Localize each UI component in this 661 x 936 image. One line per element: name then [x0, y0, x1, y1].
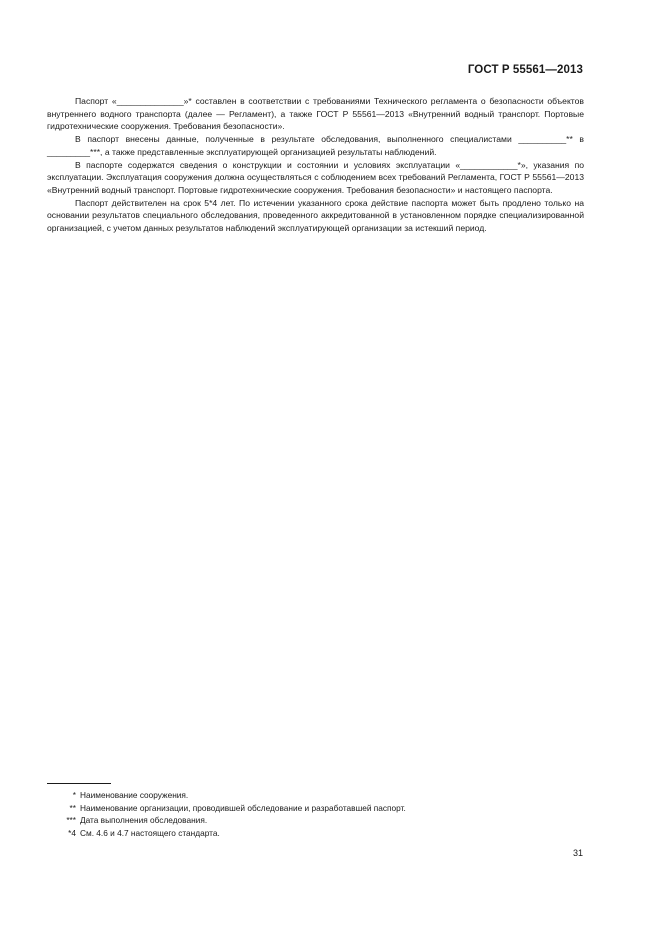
footnote-mark: *4	[68, 827, 76, 838]
footnote-item	[47, 789, 584, 802]
footnote-text: Наименование сооружения.	[80, 790, 189, 800]
footnote-text: См. 4.6 и 4.7 настоящего стандарта.	[80, 827, 220, 838]
body-text	[47, 95, 584, 235]
footnote-item	[47, 827, 584, 840]
footnote-mark: **	[69, 802, 76, 813]
page-number: 31	[572, 848, 583, 858]
footnote-mark: *	[72, 790, 76, 800]
footnotes	[47, 789, 584, 839]
footnote-mark: ***	[66, 815, 76, 826]
footnote-item	[47, 802, 584, 815]
footnote-text: Дата выполнения обследования.	[80, 815, 208, 826]
document-code-header: ГОСТ Р 55561—2013	[467, 64, 583, 76]
paragraph-passport-compliance: Паспорт «______________»* составлен в соответствии с требованиями Технического регламента о безопасности объектов внутреннего водного транспорта (далее — Регламент), а также ГОСТ Р 55561—2013 «Внутренний водный транспорт. Портовые гидротехнические сооружения. Требования безопасности».	[47, 96, 584, 132]
footnote-separator	[47, 783, 111, 784]
footnote-text: Наименование организации, проводившей обследование и разработавшей паспорт.	[80, 802, 406, 813]
paragraph-validity-period: Паспорт действителен на срок 5*4 лет. По истечении указанного срока действие паспорта может быть продлено только на основании результатов специального обследования, проведенного аккредитованной в установленном порядке специализированной организацией, с учетом данных результатов наблюдений эксплуатирующей организации за истекший период.	[47, 197, 584, 234]
footnote-item	[47, 814, 584, 827]
paragraph-passport-contents: В паспорте содержатся сведения о конструкции и состоянии и условиях эксплуатации «____________*», указания по эксплуатации. Эксплуатация сооружения должна осуществляться с соблюдением всех требований Регламента, ГОСТ Р 55561—2013 «Внутренний водный транспорт. Портовые гидротехнические сооружения. Требования безопасности» и настоящего паспорта.	[47, 159, 584, 195]
paragraph-survey-data: В паспорт внесены данные, полученные в результате обследования, выполненного специалистами __________** в _________***, а также представленные эксплуатирующей организацией результаты наблюдений.	[47, 134, 584, 157]
